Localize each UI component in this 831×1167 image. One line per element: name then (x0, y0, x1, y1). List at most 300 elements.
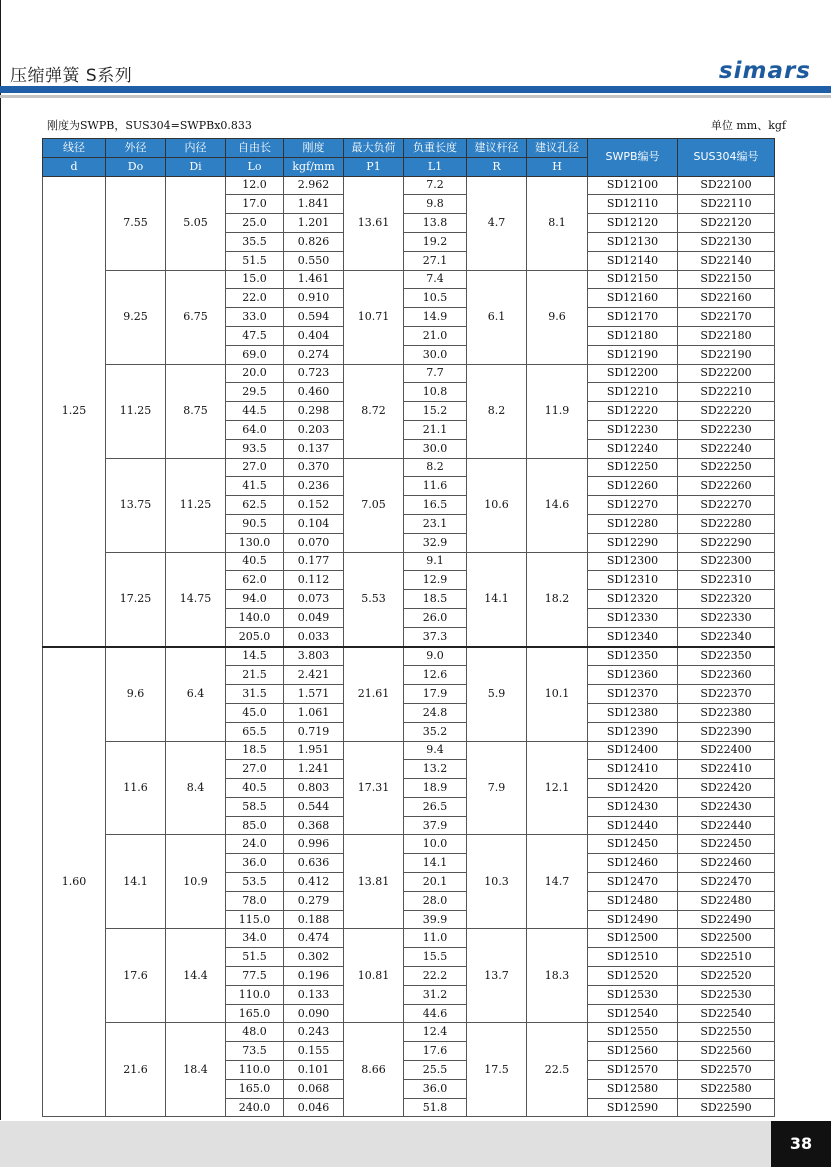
cell-inner-dia: 6.4 (166, 647, 226, 741)
header-free-length: 自由长 (226, 139, 284, 158)
cell-sus304-code: SD22250 (678, 458, 775, 477)
cell-free-length: 77.5 (226, 967, 284, 986)
cell-free-length: 130.0 (226, 533, 284, 552)
cell-hole-dia: 18.3 (527, 929, 588, 1023)
cell-swpb-code: SD12490 (588, 910, 678, 929)
cell-sus304-code: SD22110 (678, 195, 775, 214)
cell-free-length: 35.5 (226, 232, 284, 251)
cell-free-length: 45.0 (226, 703, 284, 722)
cell-sus304-code: SD22350 (678, 647, 775, 666)
cell-stiffness: 0.090 (284, 1004, 344, 1023)
cell-outer-dia: 14.1 (106, 835, 166, 929)
cell-loaded-length: 10.0 (404, 835, 467, 854)
cell-swpb-code: SD12330 (588, 608, 678, 627)
cell-hole-dia: 14.7 (527, 835, 588, 929)
table-body (43, 176, 775, 1117)
cell-free-length: 85.0 (226, 816, 284, 835)
header-rule-blue (0, 86, 831, 93)
cell-free-length: 90.5 (226, 514, 284, 533)
cell-sus304-code: SD22220 (678, 402, 775, 421)
cell-stiffness: 1.571 (284, 685, 344, 704)
table-row (43, 929, 775, 948)
cell-free-length: 78.0 (226, 891, 284, 910)
cell-loaded-length: 7.4 (404, 270, 467, 289)
cell-swpb-code: SD12230 (588, 420, 678, 439)
cell-swpb-code: SD12450 (588, 835, 678, 854)
cell-max-load: 21.61 (344, 647, 404, 741)
cell-stiffness: 0.723 (284, 364, 344, 383)
cell-stiffness: 0.474 (284, 929, 344, 948)
cell-sus304-code: SD22560 (678, 1042, 775, 1061)
cell-loaded-length: 13.8 (404, 214, 467, 233)
header-sym-r: R (467, 157, 527, 176)
cell-sus304-code: SD22340 (678, 627, 775, 646)
header-sym-do: Do (106, 157, 166, 176)
cell-loaded-length: 16.5 (404, 496, 467, 515)
cell-swpb-code: SD12390 (588, 722, 678, 741)
cell-loaded-length: 24.8 (404, 703, 467, 722)
cell-stiffness: 0.104 (284, 514, 344, 533)
cell-swpb-code: SD12290 (588, 533, 678, 552)
cell-stiffness: 0.550 (284, 251, 344, 270)
cell-free-length: 33.0 (226, 308, 284, 327)
table-header (43, 139, 775, 177)
cell-max-load: 13.81 (344, 835, 404, 929)
cell-free-length: 94.0 (226, 590, 284, 609)
cell-free-length: 17.0 (226, 195, 284, 214)
cell-loaded-length: 23.1 (404, 514, 467, 533)
page-title: 压缩弹簧 S系列 (10, 66, 133, 86)
cell-stiffness: 0.826 (284, 232, 344, 251)
cell-loaded-length: 15.2 (404, 402, 467, 421)
cell-loaded-length: 14.1 (404, 854, 467, 873)
cell-swpb-code: SD12540 (588, 1004, 678, 1023)
footer-band (0, 1121, 831, 1167)
cell-hole-dia: 14.6 (527, 458, 588, 552)
cell-rod-dia: 5.9 (467, 647, 527, 741)
cell-sus304-code: SD22460 (678, 854, 775, 873)
cell-max-load: 5.53 (344, 552, 404, 646)
cell-loaded-length: 9.4 (404, 741, 467, 760)
cell-sus304-code: SD22480 (678, 891, 775, 910)
table-row (43, 647, 775, 666)
cell-stiffness: 0.302 (284, 948, 344, 967)
cell-max-load: 10.81 (344, 929, 404, 1023)
cell-loaded-length: 15.5 (404, 948, 467, 967)
cell-stiffness: 0.274 (284, 345, 344, 364)
cell-swpb-code: SD12110 (588, 195, 678, 214)
cell-swpb-code: SD12370 (588, 685, 678, 704)
cell-swpb-code: SD12510 (588, 948, 678, 967)
cell-free-length: 21.5 (226, 666, 284, 685)
cell-loaded-length: 25.5 (404, 1061, 467, 1080)
cell-outer-dia: 13.75 (106, 458, 166, 552)
cell-swpb-code: SD12320 (588, 590, 678, 609)
cell-rod-dia: 10.6 (467, 458, 527, 552)
cell-free-length: 69.0 (226, 345, 284, 364)
cell-stiffness: 0.236 (284, 477, 344, 496)
cell-loaded-length: 22.2 (404, 967, 467, 986)
cell-swpb-code: SD12300 (588, 552, 678, 571)
cell-stiffness: 0.203 (284, 420, 344, 439)
table-row (43, 364, 775, 383)
cell-stiffness: 0.460 (284, 383, 344, 402)
cell-loaded-length: 32.9 (404, 533, 467, 552)
cell-free-length: 25.0 (226, 214, 284, 233)
cell-hole-dia: 8.1 (527, 176, 588, 270)
cell-free-length: 93.5 (226, 439, 284, 458)
cell-sus304-code: SD22370 (678, 685, 775, 704)
cell-stiffness: 0.133 (284, 985, 344, 1004)
cell-loaded-length: 11.6 (404, 477, 467, 496)
cell-free-length: 53.5 (226, 873, 284, 892)
cell-stiffness: 3.803 (284, 647, 344, 666)
cell-wire-dia: 1.60 (43, 647, 106, 1117)
cell-swpb-code: SD12460 (588, 854, 678, 873)
cell-loaded-length: 36.0 (404, 1079, 467, 1098)
header-loaded-length: 负重长度 (404, 139, 467, 158)
cell-stiffness: 0.636 (284, 854, 344, 873)
cell-stiffness: 1.951 (284, 741, 344, 760)
cell-free-length: 205.0 (226, 627, 284, 646)
cell-sus304-code: SD22100 (678, 176, 775, 195)
cell-swpb-code: SD12410 (588, 760, 678, 779)
cell-sus304-code: SD22130 (678, 232, 775, 251)
header-wire-dia: 线径 (43, 139, 106, 158)
cell-hole-dia: 12.1 (527, 741, 588, 835)
cell-sus304-code: SD22140 (678, 251, 775, 270)
cell-sus304-code: SD22230 (678, 420, 775, 439)
cell-sus304-code: SD22540 (678, 1004, 775, 1023)
cell-sus304-code: SD22120 (678, 214, 775, 233)
cell-inner-dia: 11.25 (166, 458, 226, 552)
header-sym-k: kgf/mm (284, 157, 344, 176)
cell-stiffness: 0.594 (284, 308, 344, 327)
cell-swpb-code: SD12260 (588, 477, 678, 496)
cell-inner-dia: 10.9 (166, 835, 226, 929)
cell-sus304-code: SD22530 (678, 985, 775, 1004)
cell-sus304-code: SD22200 (678, 364, 775, 383)
cell-sus304-code: SD22570 (678, 1061, 775, 1080)
cell-free-length: 22.0 (226, 289, 284, 308)
cell-stiffness: 0.101 (284, 1061, 344, 1080)
cell-free-length: 58.5 (226, 797, 284, 816)
cell-outer-dia: 9.25 (106, 270, 166, 364)
cell-rod-dia: 13.7 (467, 929, 527, 1023)
cell-loaded-length: 18.9 (404, 779, 467, 798)
cell-stiffness: 0.412 (284, 873, 344, 892)
cell-outer-dia: 11.25 (106, 364, 166, 458)
cell-loaded-length: 28.0 (404, 891, 467, 910)
cell-swpb-code: SD12350 (588, 647, 678, 666)
cell-max-load: 13.61 (344, 176, 404, 270)
cell-sus304-code: SD22380 (678, 703, 775, 722)
cell-inner-dia: 14.4 (166, 929, 226, 1023)
cell-swpb-code: SD12120 (588, 214, 678, 233)
cell-sus304-code: SD22240 (678, 439, 775, 458)
cell-free-length: 48.0 (226, 1023, 284, 1042)
cell-loaded-length: 13.2 (404, 760, 467, 779)
cell-loaded-length: 10.5 (404, 289, 467, 308)
cell-free-length: 47.5 (226, 326, 284, 345)
header-sym-h: H (527, 157, 588, 176)
cell-stiffness: 0.243 (284, 1023, 344, 1042)
brand-logo: simars (718, 58, 811, 84)
cell-sus304-code: SD22260 (678, 477, 775, 496)
cell-free-length: 14.5 (226, 647, 284, 666)
cell-swpb-code: SD12190 (588, 345, 678, 364)
cell-swpb-code: SD12280 (588, 514, 678, 533)
cell-free-length: 31.5 (226, 685, 284, 704)
cell-free-length: 240.0 (226, 1098, 284, 1117)
cell-free-length: 64.0 (226, 420, 284, 439)
unit-note: 单位 mm、kgf (710, 119, 786, 132)
cell-stiffness: 0.049 (284, 608, 344, 627)
header-sym-lo: Lo (226, 157, 284, 176)
header-max-load: 最大负荷 (344, 139, 404, 158)
header-inner-dia: 内径 (166, 139, 226, 158)
cell-outer-dia: 17.6 (106, 929, 166, 1023)
cell-max-load: 7.05 (344, 458, 404, 552)
cell-swpb-code: SD12210 (588, 383, 678, 402)
cell-swpb-code: SD12430 (588, 797, 678, 816)
cell-stiffness: 1.461 (284, 270, 344, 289)
cell-loaded-length: 39.9 (404, 910, 467, 929)
header-outer-dia: 外径 (106, 139, 166, 158)
cell-stiffness: 0.404 (284, 326, 344, 345)
header-sym-d: d (43, 157, 106, 176)
cell-sus304-code: SD22310 (678, 571, 775, 590)
cell-stiffness: 0.112 (284, 571, 344, 590)
cell-free-length: 140.0 (226, 608, 284, 627)
page-number: 38 (771, 1121, 831, 1167)
cell-sus304-code: SD22440 (678, 816, 775, 835)
cell-outer-dia: 7.55 (106, 176, 166, 270)
cell-sus304-code: SD22490 (678, 910, 775, 929)
cell-sus304-code: SD22590 (678, 1098, 775, 1117)
cell-stiffness: 0.996 (284, 835, 344, 854)
cell-free-length: 27.0 (226, 760, 284, 779)
cell-loaded-length: 18.5 (404, 590, 467, 609)
header-rod-dia: 建议杆径 (467, 139, 527, 158)
cell-loaded-length: 11.0 (404, 929, 467, 948)
cell-sus304-code: SD22450 (678, 835, 775, 854)
cell-loaded-length: 21.0 (404, 326, 467, 345)
cell-swpb-code: SD12590 (588, 1098, 678, 1117)
cell-loaded-length: 7.7 (404, 364, 467, 383)
cell-free-length: 36.0 (226, 854, 284, 873)
header-sus304-code: SUS304编号 (678, 139, 775, 177)
cell-swpb-code: SD12240 (588, 439, 678, 458)
cell-loaded-length: 9.0 (404, 647, 467, 666)
cell-swpb-code: SD12530 (588, 985, 678, 1004)
cell-swpb-code: SD12200 (588, 364, 678, 383)
cell-loaded-length: 10.8 (404, 383, 467, 402)
cell-free-length: 18.5 (226, 741, 284, 760)
cell-sus304-code: SD22500 (678, 929, 775, 948)
cell-sus304-code: SD22390 (678, 722, 775, 741)
cell-loaded-length: 35.2 (404, 722, 467, 741)
table-row (43, 835, 775, 854)
stiffness-note: 刚度为SWPB，SUS304=SWPBx0.833 (47, 119, 252, 132)
cell-stiffness: 0.719 (284, 722, 344, 741)
cell-hole-dia: 10.1 (527, 647, 588, 741)
cell-stiffness: 0.177 (284, 552, 344, 571)
cell-loaded-length: 26.0 (404, 608, 467, 627)
cell-loaded-length: 14.9 (404, 308, 467, 327)
cell-loaded-length: 9.1 (404, 552, 467, 571)
cell-swpb-code: SD12170 (588, 308, 678, 327)
cell-swpb-code: SD12360 (588, 666, 678, 685)
cell-stiffness: 0.046 (284, 1098, 344, 1117)
cell-loaded-length: 27.1 (404, 251, 467, 270)
cell-rod-dia: 4.7 (467, 176, 527, 270)
cell-sus304-code: SD22330 (678, 608, 775, 627)
table-row (43, 741, 775, 760)
cell-stiffness: 0.298 (284, 402, 344, 421)
cell-inner-dia: 6.75 (166, 270, 226, 364)
cell-loaded-length: 30.0 (404, 345, 467, 364)
cell-sus304-code: SD22170 (678, 308, 775, 327)
cell-stiffness: 0.910 (284, 289, 344, 308)
cell-swpb-code: SD12420 (588, 779, 678, 798)
cell-stiffness: 0.033 (284, 627, 344, 646)
cell-hole-dia: 11.9 (527, 364, 588, 458)
cell-stiffness: 0.279 (284, 891, 344, 910)
cell-free-length: 15.0 (226, 270, 284, 289)
cell-sus304-code: SD22150 (678, 270, 775, 289)
header-sym-di: Di (166, 157, 226, 176)
cell-loaded-length: 30.0 (404, 439, 467, 458)
cell-sus304-code: SD22470 (678, 873, 775, 892)
cell-loaded-length: 9.8 (404, 195, 467, 214)
cell-outer-dia: 11.6 (106, 741, 166, 835)
cell-free-length: 40.5 (226, 552, 284, 571)
spring-spec-table (42, 138, 775, 1117)
cell-swpb-code: SD12310 (588, 571, 678, 590)
cell-swpb-code: SD12180 (588, 326, 678, 345)
cell-swpb-code: SD12340 (588, 627, 678, 646)
cell-free-length: 41.5 (226, 477, 284, 496)
cell-loaded-length: 26.5 (404, 797, 467, 816)
cell-outer-dia: 21.6 (106, 1023, 166, 1117)
cell-loaded-length: 17.6 (404, 1042, 467, 1061)
cell-sus304-code: SD22420 (678, 779, 775, 798)
table-row (43, 176, 775, 195)
cell-free-length: 110.0 (226, 985, 284, 1004)
cell-sus304-code: SD22510 (678, 948, 775, 967)
cell-loaded-length: 37.3 (404, 627, 467, 646)
cell-sus304-code: SD22400 (678, 741, 775, 760)
cell-free-length: 62.0 (226, 571, 284, 590)
cell-sus304-code: SD22320 (678, 590, 775, 609)
cell-rod-dia: 14.1 (467, 552, 527, 646)
table-row (43, 552, 775, 571)
cell-free-length: 165.0 (226, 1079, 284, 1098)
cell-loaded-length: 19.2 (404, 232, 467, 251)
cell-inner-dia: 14.75 (166, 552, 226, 646)
cell-free-length: 62.5 (226, 496, 284, 515)
cell-stiffness: 1.841 (284, 195, 344, 214)
cell-free-length: 12.0 (226, 176, 284, 195)
cell-free-length: 165.0 (226, 1004, 284, 1023)
cell-stiffness: 0.068 (284, 1079, 344, 1098)
cell-free-length: 34.0 (226, 929, 284, 948)
cell-swpb-code: SD12570 (588, 1061, 678, 1080)
cell-swpb-code: SD12400 (588, 741, 678, 760)
cell-loaded-length: 21.1 (404, 420, 467, 439)
cell-free-length: 51.5 (226, 948, 284, 967)
cell-swpb-code: SD12470 (588, 873, 678, 892)
cell-swpb-code: SD12440 (588, 816, 678, 835)
cell-stiffness: 0.073 (284, 590, 344, 609)
cell-stiffness: 0.544 (284, 797, 344, 816)
cell-wire-dia: 1.25 (43, 176, 106, 646)
cell-loaded-length: 7.2 (404, 176, 467, 195)
cell-sus304-code: SD22550 (678, 1023, 775, 1042)
table-row (43, 1023, 775, 1042)
cell-stiffness: 1.241 (284, 760, 344, 779)
cell-free-length: 29.5 (226, 383, 284, 402)
cell-loaded-length: 44.6 (404, 1004, 467, 1023)
cell-loaded-length: 37.9 (404, 816, 467, 835)
cell-sus304-code: SD22580 (678, 1079, 775, 1098)
cell-rod-dia: 7.9 (467, 741, 527, 835)
cell-swpb-code: SD12130 (588, 232, 678, 251)
cell-swpb-code: SD12160 (588, 289, 678, 308)
cell-loaded-length: 20.1 (404, 873, 467, 892)
cell-swpb-code: SD12270 (588, 496, 678, 515)
cell-swpb-code: SD12480 (588, 891, 678, 910)
cell-swpb-code: SD12550 (588, 1023, 678, 1042)
cell-swpb-code: SD12520 (588, 967, 678, 986)
cell-loaded-length: 12.4 (404, 1023, 467, 1042)
cell-sus304-code: SD22160 (678, 289, 775, 308)
cell-outer-dia: 9.6 (106, 647, 166, 741)
table-row (43, 270, 775, 289)
cell-max-load: 8.66 (344, 1023, 404, 1117)
header-swpb-code: SWPB编号 (588, 139, 678, 177)
header-sym-p1: P1 (344, 157, 404, 176)
cell-rod-dia: 10.3 (467, 835, 527, 929)
header-rule-gray (0, 95, 831, 98)
cell-rod-dia: 6.1 (467, 270, 527, 364)
cell-rod-dia: 8.2 (467, 364, 527, 458)
cell-sus304-code: SD22290 (678, 533, 775, 552)
cell-swpb-code: SD12560 (588, 1042, 678, 1061)
cell-outer-dia: 17.25 (106, 552, 166, 646)
header-stiffness: 刚度 (284, 139, 344, 158)
header-sym-l1: L1 (404, 157, 467, 176)
cell-sus304-code: SD22180 (678, 326, 775, 345)
cell-loaded-length: 12.6 (404, 666, 467, 685)
cell-sus304-code: SD22360 (678, 666, 775, 685)
cell-hole-dia: 18.2 (527, 552, 588, 646)
cell-stiffness: 0.155 (284, 1042, 344, 1061)
cell-sus304-code: SD22430 (678, 797, 775, 816)
cell-inner-dia: 8.75 (166, 364, 226, 458)
cell-loaded-length: 8.2 (404, 458, 467, 477)
cell-swpb-code: SD12220 (588, 402, 678, 421)
cell-hole-dia: 9.6 (527, 270, 588, 364)
cell-swpb-code: SD12140 (588, 251, 678, 270)
cell-swpb-code: SD12150 (588, 270, 678, 289)
cell-loaded-length: 17.9 (404, 685, 467, 704)
cell-stiffness: 0.070 (284, 533, 344, 552)
cell-free-length: 20.0 (226, 364, 284, 383)
cell-free-length: 44.5 (226, 402, 284, 421)
cell-swpb-code: SD12100 (588, 176, 678, 195)
